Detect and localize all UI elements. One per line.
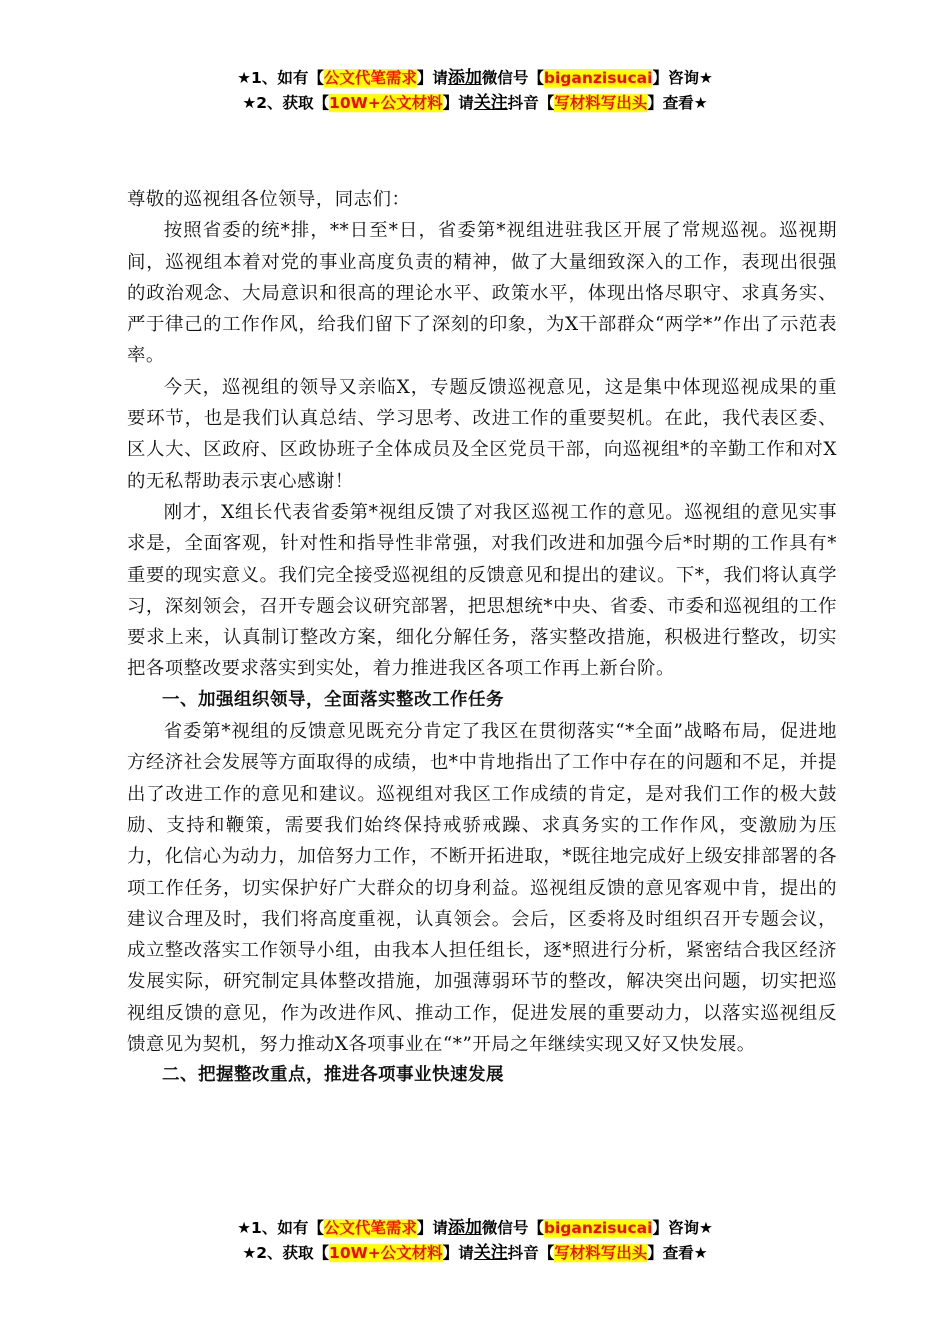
banner-text: ★1、如有【: [237, 1219, 324, 1237]
banner-line-1: [0, 1216, 950, 1241]
banner-line-1: [0, 66, 950, 91]
section-1-paragraph: 省委第*视组的反馈意见既充分肯定了我区在贯彻落实“*全面”战略布局，促进地方经济社会发展等方面取得的成绩，也*中肯地指出了工作中存在的问题和不足，并提出了改进工作的意见和建议。巡视组对我区工作成绩的肯定，是对我们工作的极大鼓励、支持和鞭策，需要我们始终保持戒骄戒躁、求真务实的工作作风，变激励为压力，化信心为动力，加倍努力工作，不断开拓进取，*既往地完成好上级安排部署的各项工作任务，切实保护好广大群众的切身利益。巡视组反馈的意见客观中肯，提出的建议合理及时，我们将高度重视，认真领会。会后，区委将及时组织召开专题会议，成立整改落实工作领导小组，由我本人担任组长，逐*照进行分析，紧密结合我区经济发展实际，研究制定具体整改措施，加强薄弱环节的整改，解决突出问题，切实把巡视组反馈的意见，作为改进作风、推动工作，促进发展的重要动力，以落实巡视组反馈意见为契机，努力推动X各项事业在“*”开局之年继续实现又好又快发展。: [127, 721, 837, 1056]
banner-text: 】查看★: [647, 94, 708, 112]
banner-line-2: [0, 1241, 950, 1266]
banner-text: 】咨询★: [652, 1219, 713, 1237]
underlined-follow: 关注: [473, 93, 508, 113]
highlight-douyin-account: 写材料写出头: [554, 94, 648, 112]
banner-text: ★2、获取【: [242, 1244, 330, 1262]
highlight-wechat-id: biganzisucai: [543, 1219, 653, 1237]
banner-text: 抖音【: [507, 1244, 555, 1262]
banner-text: 】请: [442, 1244, 474, 1262]
section-heading-2: 二、把握整改重点，推进各项事业快速发展: [162, 1065, 504, 1086]
highlight-materials: 10W+公文材料: [329, 1244, 443, 1262]
underlined-follow: 关注: [473, 1243, 508, 1263]
salutation: 尊敬的巡视组各位领导，同志们：: [127, 189, 411, 210]
highlight-service: 公文代笔需求: [323, 69, 417, 87]
document-body: [127, 184, 837, 1092]
underlined-add: 添加: [447, 68, 482, 88]
section-heading-1: 一、加强组织领导，全面落实整改工作任务: [162, 689, 504, 710]
banner-text: 】咨询★: [652, 69, 713, 87]
banner-text: 微信号【: [481, 1219, 544, 1237]
body-paragraph-3: 刚才，X组长代表省委第*视组反馈了对我区巡视工作的意见。巡视组的意见实事求是，全面客观，针对性和指导性非常强，对我们改进和加强今后*时期的工作具有*重要的现实意义。我们完全接受巡视组的反馈意见和提出的建议。下*，我们将认真学习，深刻领会，召开专题会议研究部署，把思想统*中央、省委、市委和巡视组的工作要求上来，认真制订整改方案，细化分解任务，落实整改措施，积极进行整改，切实把各项整改要求落实到实处，着力推进我区各项工作再上新台阶。: [127, 501, 837, 680]
highlight-service: 公文代笔需求: [323, 1219, 417, 1237]
header-banner: [0, 66, 950, 116]
banner-text: ★2、获取【: [242, 94, 330, 112]
banner-text: 】查看★: [647, 1244, 708, 1262]
banner-text: ★1、如有【: [237, 69, 324, 87]
highlight-materials: 10W+公文材料: [329, 94, 443, 112]
banner-text: 】请: [416, 1219, 448, 1237]
highlight-douyin-account: 写材料写出头: [554, 1244, 648, 1262]
body-paragraph-1: 按照省委的统*排，**日至*日，省委第*视组进驻我区开展了常规巡视。巡视期间，巡视组本着对党的事业高度负责的精神，做了大量细致深入的工作，表现出很强的政治观念、大局意识和很高的理论水平、政策水平，体现出恪尽职守、求真务实、严于律己的工作作风，给我们留下了深刻的印象，为X干部群众“两学*”作出了示范表率。: [127, 220, 837, 367]
banner-text: 】请: [442, 94, 474, 112]
underlined-add: 添加: [447, 1218, 482, 1238]
banner-text: 微信号【: [481, 69, 544, 87]
banner-line-2: [0, 91, 950, 116]
body-paragraph-2: 今天，巡视组的领导又亲临X，专题反馈巡视意见，这是集中体现巡视成果的重要环节，也是我们认真总结、学习思考、改进工作的重要契机。在此，我代表区委、区人大、区政府、区政协班子全体成员及全区党员干部，向巡视组*的辛勤工作和对X的无私帮助表示衷心感谢！: [127, 376, 837, 492]
highlight-wechat-id: biganzisucai: [543, 69, 653, 87]
footer-banner: [0, 1216, 950, 1266]
banner-text: 】请: [416, 69, 448, 87]
banner-text: 抖音【: [507, 94, 555, 112]
